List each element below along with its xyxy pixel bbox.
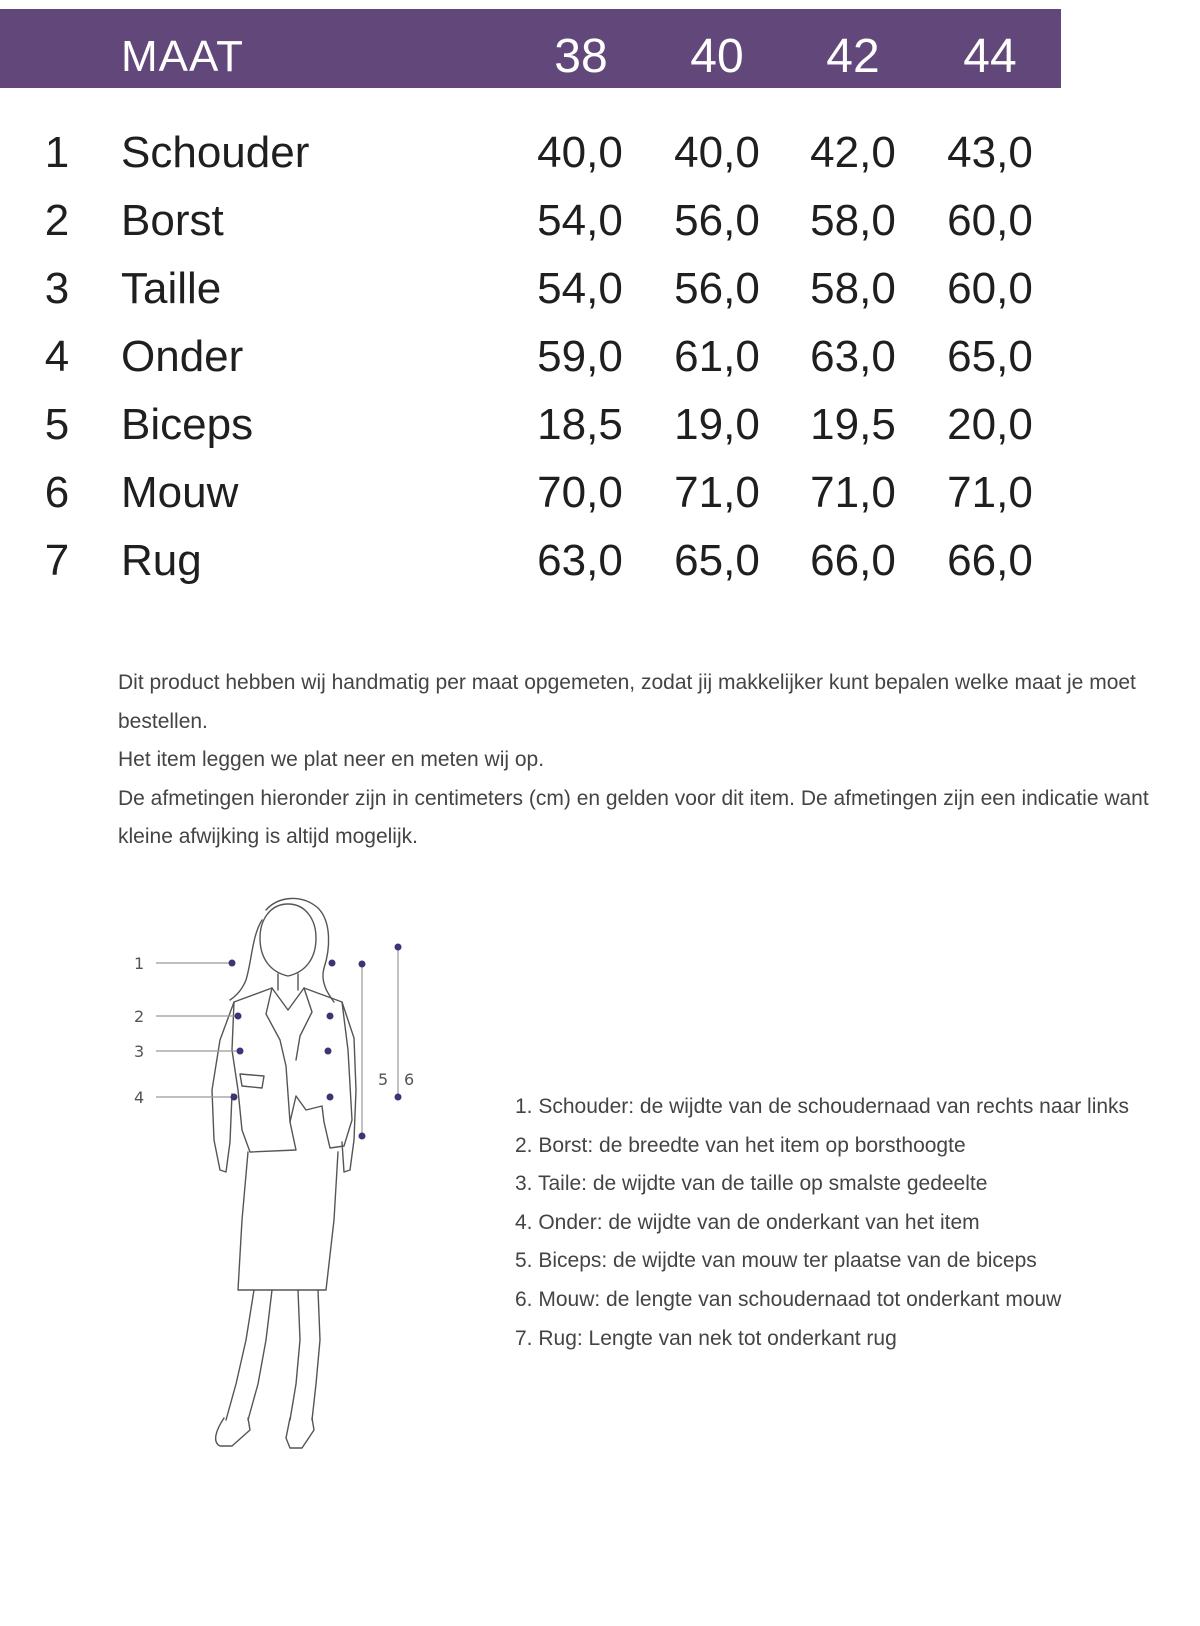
- woman-jacket-illustration: [120, 890, 460, 1450]
- marker-label: 3: [134, 1042, 145, 1061]
- intro-paragraph: Dit product hebben wij handmatig per maat opgemeten, zodat jij makkelijker kunt bepalen welke maat je moet bestellen.: [118, 671, 1136, 733]
- marker-label: 6: [404, 1070, 415, 1089]
- row-label: Mouw: [121, 468, 239, 517]
- table-row: [0, 188, 1100, 254]
- row-value: 54,0: [537, 196, 623, 245]
- size-header-bar: [0, 9, 1061, 88]
- table-row: [0, 460, 1100, 526]
- row-label: Biceps: [121, 400, 254, 449]
- size-header-44: 44: [963, 30, 1017, 83]
- size-header-38: 38: [554, 30, 608, 83]
- row-number: 4: [44, 332, 70, 381]
- table-row: [0, 392, 1100, 458]
- row-value: 54,0: [537, 264, 623, 313]
- measurement-dots: [229, 944, 402, 1140]
- row-value: 19,5: [810, 400, 896, 449]
- row-number: 7: [44, 536, 70, 585]
- row-value: 59,0: [537, 332, 623, 381]
- size-header-label: MAAT: [121, 32, 244, 81]
- intro-paragraph: De afmetingen hieronder zijn in centimeters (cm) en gelden voor dit item. De afmetingen zijn een indicatie want kleine afwijking is altijd mogelijk.: [118, 786, 1149, 849]
- legend-item: 2. Borst: de breedte van het item op borsthoogte: [515, 1133, 966, 1157]
- row-value: 65,0: [674, 536, 760, 585]
- legend-item: 6. Mouw: de lengte van schoudernaad tot onderkant mouw: [515, 1287, 1062, 1311]
- size-header-40: 40: [690, 30, 744, 83]
- row-value: 19,0: [674, 400, 760, 449]
- row-value: 66,0: [810, 536, 896, 585]
- intro-text: [118, 664, 1193, 857]
- row-value: 71,0: [947, 468, 1033, 517]
- legend-item: 4. Onder: de wijdte van de onderkant van het item: [515, 1210, 980, 1234]
- row-value: 58,0: [810, 196, 896, 245]
- row-value: 20,0: [947, 400, 1033, 449]
- row-value: 56,0: [674, 264, 760, 313]
- table-row: [0, 256, 1100, 322]
- measurement-figure: [120, 890, 460, 1450]
- table-row: [0, 324, 1100, 390]
- marker-label: 5: [378, 1070, 389, 1089]
- row-value: 63,0: [810, 332, 896, 381]
- row-number: 5: [44, 400, 70, 449]
- row-value: 18,5: [537, 400, 623, 449]
- row-value: 58,0: [810, 264, 896, 313]
- row-label: Borst: [121, 196, 224, 245]
- row-value: 71,0: [674, 468, 760, 517]
- marker-label: 1: [134, 954, 145, 973]
- row-value: 56,0: [674, 196, 760, 245]
- size-header-42: 42: [826, 30, 880, 83]
- row-value: 70,0: [537, 468, 623, 517]
- intro-paragraph: Het item leggen we plat neer en meten wij op.: [118, 748, 545, 772]
- table-row: [0, 120, 1100, 186]
- row-value: 63,0: [537, 536, 623, 585]
- row-value: 65,0: [947, 332, 1033, 381]
- legend-item: 5. Biceps: de wijdte van mouw ter plaatse van de biceps: [515, 1249, 1037, 1273]
- row-value: 40,0: [674, 128, 760, 177]
- row-number: 1: [44, 128, 70, 177]
- row-value: 43,0: [947, 128, 1033, 177]
- marker-label: 4: [134, 1088, 145, 1107]
- row-value: 60,0: [947, 196, 1033, 245]
- legend-item: 1. Schouder: de wijdte van de schoudernaad van rechts naar links: [515, 1095, 1130, 1118]
- row-value: 61,0: [674, 332, 760, 381]
- legend-item: 3. Taile: de wijdte van de taille op smalste gedeelte: [515, 1172, 988, 1196]
- row-label: Rug: [121, 536, 202, 585]
- row-value: 71,0: [810, 468, 896, 517]
- row-value: 60,0: [947, 264, 1033, 313]
- row-value: 66,0: [947, 536, 1033, 585]
- measurement-legend: [515, 1088, 1195, 1358]
- row-value: 40,0: [537, 128, 623, 177]
- row-label: Taille: [121, 264, 222, 313]
- row-number: 3: [44, 264, 70, 313]
- row-label: Onder: [121, 332, 244, 381]
- table-row: [0, 528, 1100, 594]
- marker-label: 2: [134, 1007, 145, 1026]
- row-number: 2: [44, 196, 70, 245]
- row-label: Schouder: [121, 128, 310, 177]
- row-number: 6: [44, 468, 70, 517]
- row-value: 42,0: [810, 128, 896, 177]
- legend-item: 7. Rug: Lengte van nek tot onderkant rug: [515, 1326, 897, 1350]
